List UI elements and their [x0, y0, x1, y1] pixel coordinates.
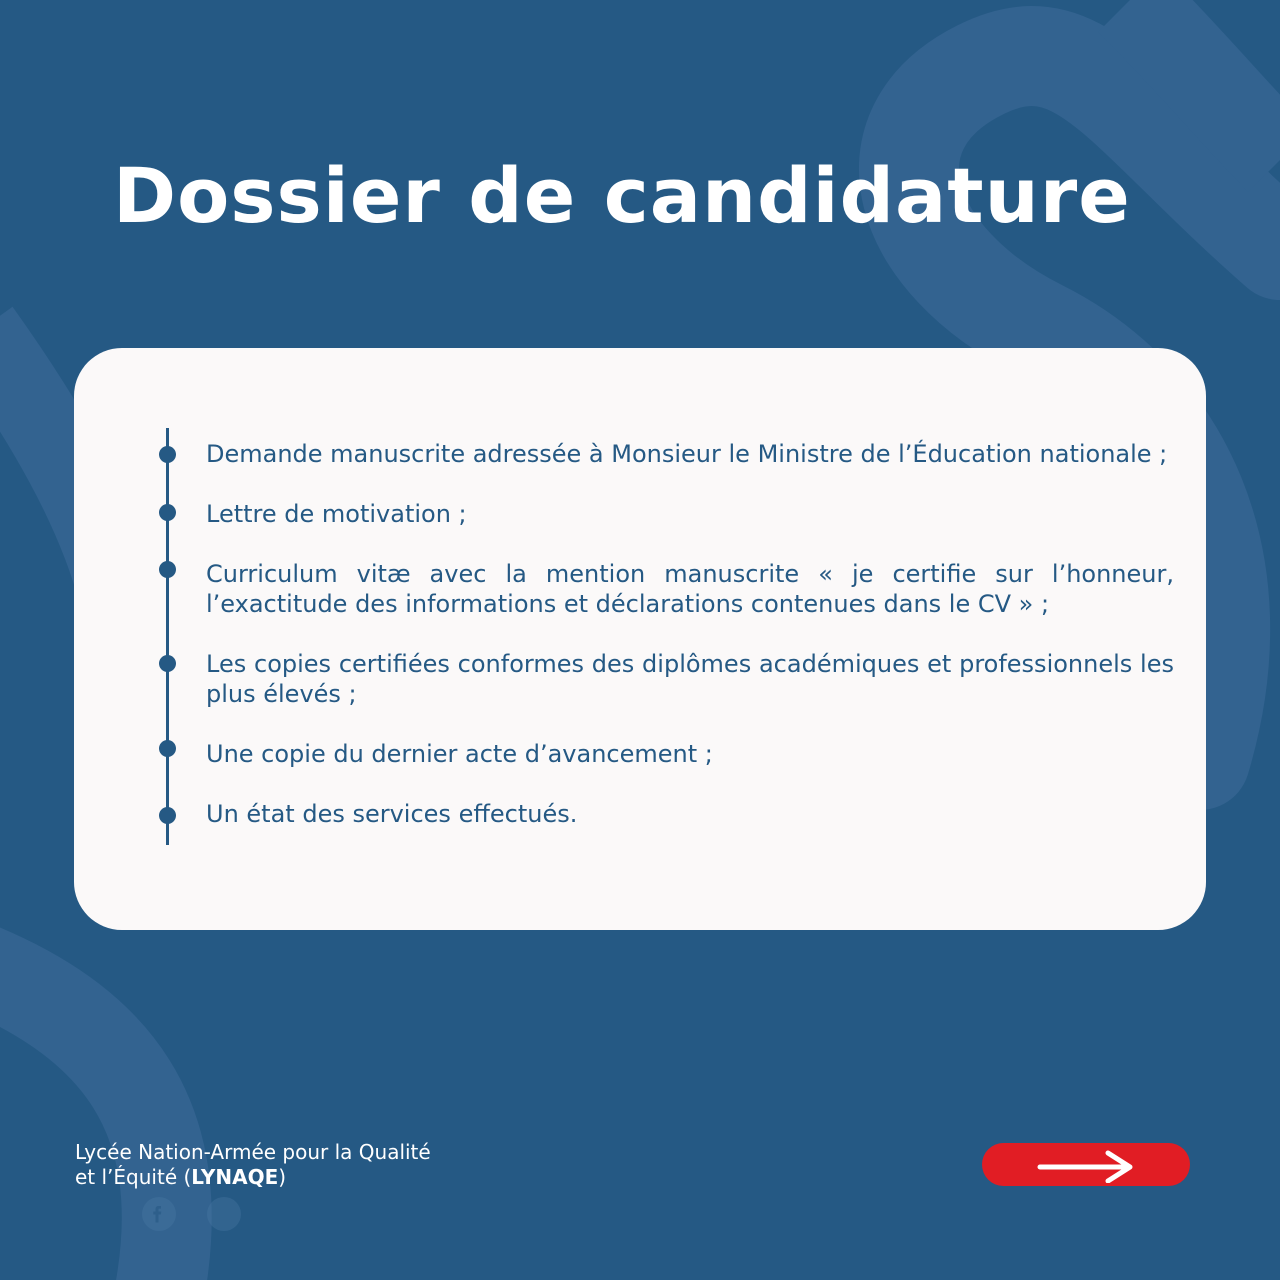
requirement-text: Curriculum vitæ avec la mention manuscrite « je certifie sur l’honneur, l’exactitude des informations et déclarations contenues dans le CV » ; [206, 560, 1174, 618]
timeline-dot [159, 561, 176, 578]
page-title: Dossier de candidature [113, 151, 1131, 240]
requirement-text: Un état des services effectués. [206, 800, 578, 828]
requirements-card [74, 348, 1206, 930]
requirement-text: Lettre de motivation ; [206, 500, 467, 528]
instagram-icon[interactable] [206, 1196, 242, 1232]
requirement-text: Demande manuscrite adressée à Monsieur le Ministre de l’Éducation nationale ; [206, 440, 1168, 468]
timeline-dot [159, 655, 176, 672]
organization-line-2: et l’Équité (LYNAQE) [75, 1165, 287, 1189]
timeline-dot [159, 446, 176, 463]
organization-acronym: LYNAQE [191, 1165, 279, 1189]
arrow-right-icon [1034, 1147, 1134, 1183]
organization-line-1: Lycée Nation-Armée pour la Qualité [75, 1140, 431, 1164]
timeline-dot [159, 504, 176, 521]
organization-name [75, 1140, 495, 1190]
requirement-text: Une copie du dernier acte d’avancement ; [206, 740, 713, 768]
requirement-text: Les copies certifiées conformes des diplômes académiques et professionnels les plus élevés ; [206, 650, 1174, 708]
next-button[interactable] [982, 1143, 1190, 1186]
requirements-list [74, 348, 1206, 930]
facebook-icon[interactable] [141, 1196, 177, 1232]
timeline-dot [159, 807, 176, 824]
timeline-dot [159, 740, 176, 757]
